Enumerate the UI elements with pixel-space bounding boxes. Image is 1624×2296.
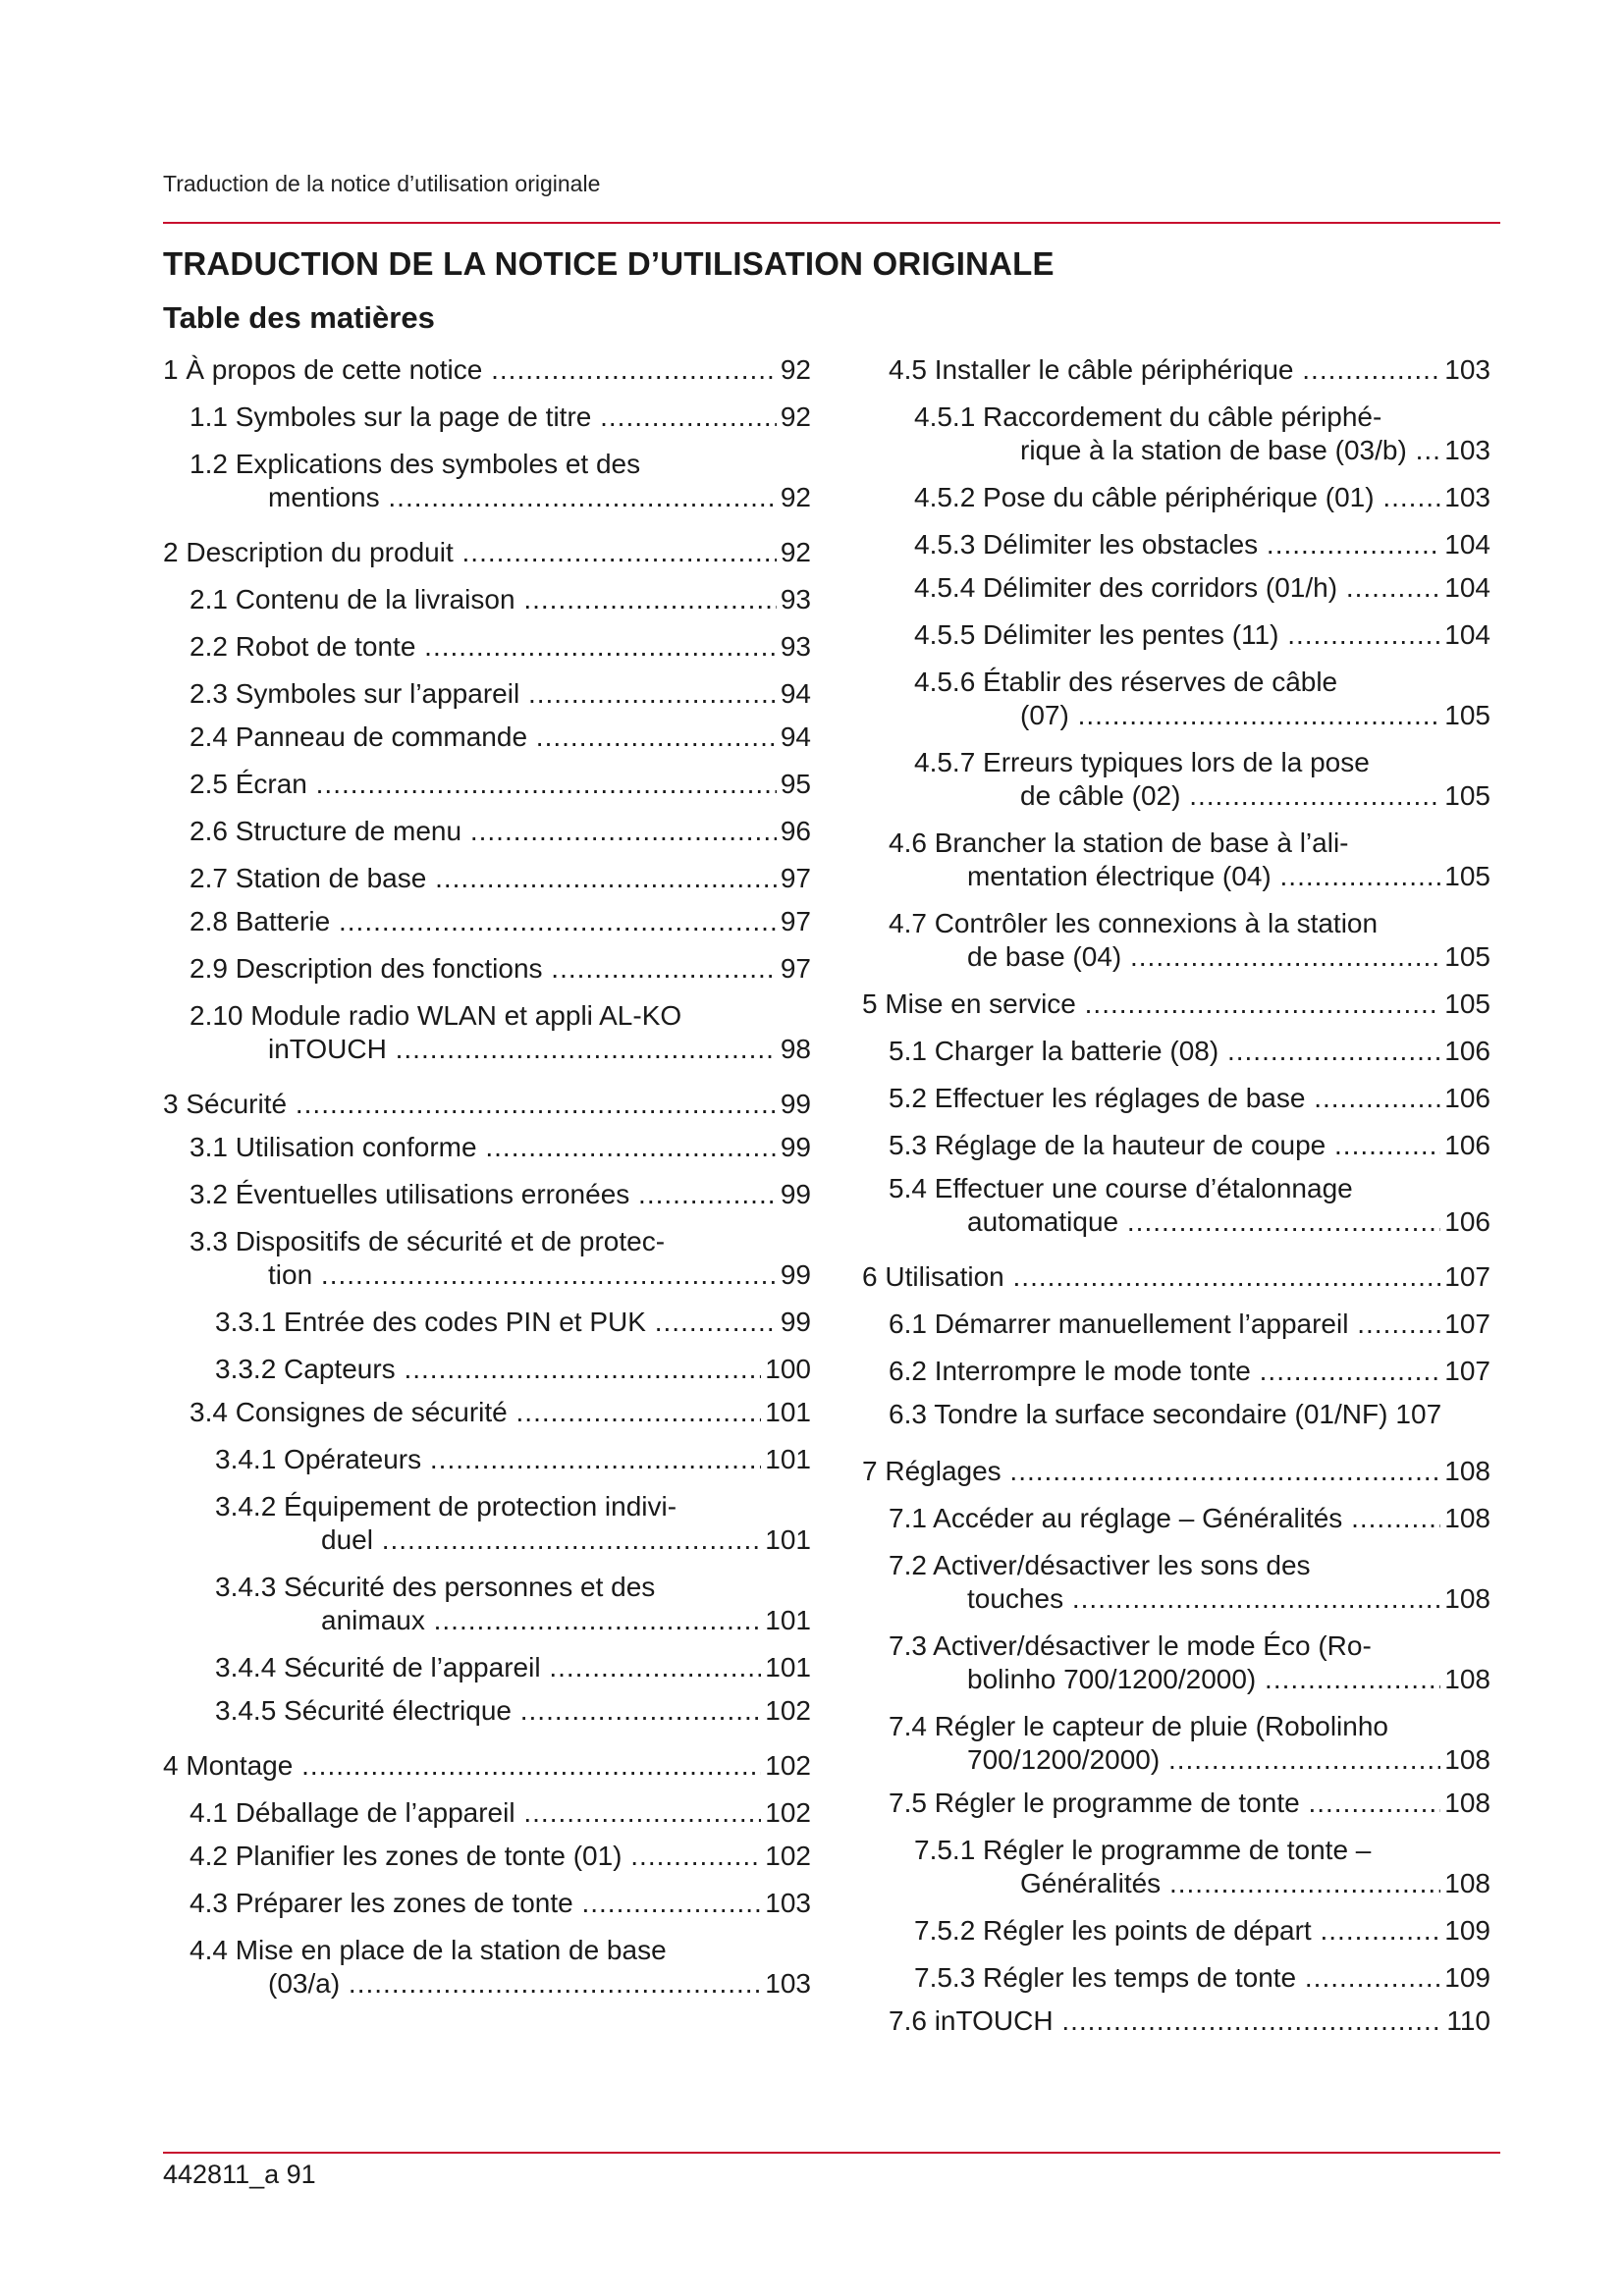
toc-page-number: 107 [1444,1308,1490,1339]
toc-page-number: 95 [780,769,811,799]
toc-entry-text: 4.5.3 Délimiter les obstacles [914,529,1259,560]
toc-entry-continuation: de câble (02) [1020,780,1181,811]
toc-page-number: 108 [1444,1456,1490,1486]
toc-page-number: 92 [780,482,811,512]
toc-page-number: 101 [765,1444,811,1474]
toc-page-number: 103 [1444,435,1490,465]
toc-entry[interactable] [862,1455,1490,1488]
toc-entry-text: 7.6 inTOUCH [889,2005,1054,2036]
toc-page-number: 105 [1444,861,1490,891]
toc-entry-text: 4.4 Mise en place de la station de base [189,1935,667,1965]
toc-page-number: 99 [780,1307,811,1337]
toc-entry[interactable] [163,677,811,711]
toc-entry-continuation: mentation électrique (04) [967,861,1272,891]
toc-page-number: 106 [1444,1206,1490,1237]
toc-entry[interactable] [163,1306,811,1339]
toc-entry-text: 3.4.5 Sécurité électrique [215,1695,512,1726]
toc-entry-text: 5.4 Effectuer une course d’étalonnage [889,1173,1353,1203]
toc-page-number: 102 [765,1695,811,1726]
toc-entry-text: 2.3 Symboles sur l’appareil [189,678,520,709]
toc-page-number: 106 [1444,1036,1490,1066]
toc-entry[interactable] [163,862,811,895]
toc-entry[interactable] [163,583,811,616]
toc-entry-text: 3.4 Consignes de sécurité [189,1397,508,1427]
toc-page-number: 105 [1444,780,1490,811]
toc-entry-text: 3.3 Dispositifs de sécurité et de protec- [189,1226,666,1256]
toc-entry-text: 7.5 Régler le programme de tonte [889,1788,1300,1818]
toc-page-number: 97 [780,906,811,936]
toc-page-number: 106 [1444,1130,1490,1160]
toc-page-number: 103 [1444,354,1490,385]
toc-entry-text: 7.4 Régler le capteur de pluie (Robolinho [889,1711,1388,1741]
toc-entry[interactable] [163,1934,811,2001]
toc-page-number: 94 [780,721,811,752]
toc-entry-text: 2.1 Contenu de la livraison [189,584,515,614]
toc-entry-text: 4.5.7 Erreurs typiques lors de la pose [914,747,1370,777]
toc-entry-text: 2.8 Batterie [189,906,331,936]
toc-page-number: 92 [780,537,811,567]
toc-page-number: 101 [765,1397,811,1427]
toc-entry-text: 2.4 Panneau de commande [189,721,528,752]
toc-page-number: 110 [1446,2005,1490,2036]
toc-entry-continuation: touches [967,1583,1064,1614]
toc-entry-text: 3.3.1 Entrée des codes PIN et PUK [215,1307,646,1337]
toc-page-number: 101 [765,1524,811,1555]
toc-entry[interactable] [163,1887,811,1920]
toc-page-number: 103 [1444,482,1490,512]
toc-entry[interactable] [862,571,1490,605]
toc-page-number: 98 [780,1034,811,1064]
toc-entry[interactable] [163,815,811,848]
toc-page-number: 93 [780,584,811,614]
toc-entry-text: 7.2 Activer/désactiver les sons des [889,1550,1311,1580]
toc-entry-text: 5.1 Charger la batterie (08) [889,1036,1219,1066]
toc-entry-text: 1.1 Symboles sur la page de titre [189,401,592,432]
toc-page-number: 100 [765,1354,811,1384]
toc-entry[interactable] [862,1914,1490,1948]
toc-page-number: 103 [765,1888,811,1918]
toc-entry[interactable] [163,1694,811,1728]
toc-entry[interactable] [163,1353,811,1386]
toc-page-number: 101 [765,1605,811,1635]
toc-entry-text: 2.5 Écran [189,769,307,799]
toc-entry-continuation: bolinho 700/1200/2000) [967,1664,1257,1694]
toc-page-number: 93 [780,631,811,662]
toc-entry-text: 7.3 Activer/désactiver le mode Éco (Ro- [889,1630,1372,1661]
toc-entry-text: 3.3.2 Capteurs [215,1354,396,1384]
toc-entry-text: 7.5.3 Régler les temps de tonte [914,1962,1297,1993]
toc-entry[interactable] [862,1710,1490,1777]
document-title: TRADUCTION DE LA NOTICE D’UTILISATION ORIGINALE [163,245,1055,282]
toc-entry-text: 4.6 Brancher la station de base à l’ali- [889,828,1349,858]
toc-entry-text: 7 Réglages [862,1456,1001,1486]
toc-right-column [862,353,1490,2038]
toc-entry[interactable] [163,400,811,434]
toc-page-number: 109 [1444,1915,1490,1946]
toc-page-number: 97 [780,953,811,984]
toc-entry[interactable] [163,721,811,754]
toc-page-number: 94 [780,678,811,709]
toc-entry-text: 2 Description du produit [163,537,454,567]
toc-entry[interactable] [862,666,1490,732]
toc-entry[interactable] [163,1443,811,1476]
toc-entry[interactable] [862,1035,1490,1068]
toc-entry[interactable] [862,1172,1490,1239]
toc-entry-continuation: (07) [1020,700,1069,730]
toc-page-number: 99 [780,1132,811,1162]
toc-page-number: 105 [1444,941,1490,972]
toc-entry-continuation: mentions [268,482,380,512]
toc-entry[interactable] [163,630,811,664]
toc-entry-continuation: inTOUCH [268,1034,387,1064]
toc-entry-text: 5.3 Réglage de la hauteur de coupe [889,1130,1326,1160]
toc-entry[interactable] [862,1787,1490,1820]
toc-page-number: 104 [1444,619,1490,650]
toc-entry-text: 3 Sécurité [163,1089,288,1119]
toc-entry[interactable] [163,1088,811,1121]
toc-page-number: 104 [1444,572,1490,603]
toc-page-number: 96 [780,816,811,846]
toc-entry-continuation: tion [268,1259,313,1290]
toc-entry-text: 1.2 Explications des symboles et des [189,449,641,479]
toc-entry[interactable] [862,1502,1490,1535]
toc-page-number: 99 [780,1089,811,1119]
toc-entry-text: 4.7 Contrôler les connexions à la station [889,908,1379,938]
toc-page-number: 102 [765,1841,811,1871]
toc-entry[interactable] [862,827,1490,893]
toc-entry-continuation: (03/a) [268,1968,341,1999]
toc-heading: Table des matières [163,300,435,335]
toc-page-number: 108 [1444,1664,1490,1694]
toc-page-number: 106 [1444,1083,1490,1113]
toc-entry[interactable] [163,768,811,801]
toc-entry[interactable] [862,528,1490,561]
toc-entry[interactable] [862,746,1490,813]
toc-entry[interactable] [862,1082,1490,1115]
toc-entry-text: 7.1 Accéder au réglage – Généralités [889,1503,1343,1533]
toc-page-number: 105 [1444,988,1490,1019]
page-footer: 442811_a 91 [163,2160,316,2189]
toc-entry-text: 6.2 Interrompre le mode tonte [889,1356,1251,1386]
toc-entry-continuation: animaux [321,1605,425,1635]
toc-entry-text: 4.2 Planifier les zones de tonte (01) [189,1841,623,1871]
toc-page-number: 99 [780,1179,811,1209]
toc-entry-text: 2.10 Module radio WLAN et appli AL-KO [189,1000,682,1031]
toc-entry-text: 6.1 Démarrer manuellement l’appareil [889,1308,1349,1339]
toc-entry-text: 3.1 Utilisation conforme [189,1132,477,1162]
toc-left-column [163,353,811,2001]
toc-entry[interactable] [163,353,811,387]
toc-entry-text: 3.4.4 Sécurité de l’appareil [215,1652,541,1682]
toc-page-number: 92 [780,354,811,385]
toc-entry-text: 1 À propos de cette notice [163,354,483,385]
toc-page-number: 108 [1444,1788,1490,1818]
toc-entry-text: 4.5.1 Raccordement du câble périphé- [914,401,1382,432]
toc-entry[interactable] [862,1629,1490,1696]
toc-entry-text: 3.4.3 Sécurité des personnes et des [215,1572,656,1602]
toc-entry[interactable] [163,1178,811,1211]
toc-page-number: 108 [1444,1868,1490,1898]
toc-entry[interactable] [163,536,811,569]
toc-entry[interactable] [862,1260,1490,1294]
toc-entry[interactable] [862,907,1490,974]
footer-rule [163,2152,1500,2154]
toc-entry-text: 7.5.2 Régler les points de départ [914,1915,1312,1946]
toc-entry[interactable] [862,400,1490,467]
toc-page-number: 108 [1444,1744,1490,1775]
toc-entry-continuation: automatique [967,1206,1119,1237]
toc-entry[interactable] [163,1749,811,1783]
toc-page-number: 104 [1444,529,1490,560]
toc-entry-text: 7.5.1 Régler le programme de tonte – [914,1835,1372,1865]
toc-entry-text: 6 Utilisation [862,1261,1004,1292]
toc-page-number: 102 [765,1750,811,1781]
toc-entry-text: 2.6 Structure de menu [189,816,462,846]
toc-entry-text: 3.4.1 Opérateurs [215,1444,422,1474]
toc-page-number: 107 [1444,1356,1490,1386]
toc-entry-text: 4.5 Installer le câble périphérique [889,354,1294,385]
toc-entry[interactable] [862,1834,1490,1900]
toc-entry-text: 4.5.4 Délimiter des corridors (01/h) [914,572,1338,603]
toc-page-number: 97 [780,863,811,893]
toc-page-number: 107 [1444,1261,1490,1292]
toc-entry-text: 6.3 Tondre la surface secondaire (01/NF) [889,1399,1388,1429]
toc-entry-continuation: de base (04) [967,941,1122,972]
toc-entry[interactable] [163,1571,811,1637]
toc-entry-text: 3.4.2 Équipement de protection indivi- [215,1491,677,1522]
header-rule [163,222,1500,224]
toc-entry-text: 5.2 Effectuer les réglages de base [889,1083,1306,1113]
toc-entry-continuation: rique à la station de base (03/b) [1020,435,1407,465]
toc-entry[interactable] [163,1490,811,1557]
toc-entry-text: 5 Mise en service [862,988,1076,1019]
toc-entry-text: 2.7 Station de base [189,863,427,893]
toc-entry[interactable] [163,1840,811,1873]
toc-entry-text: 4.1 Déballage de l’appareil [189,1797,515,1828]
toc-page-number: 105 [1444,700,1490,730]
toc-entry[interactable] [862,481,1490,514]
toc-entry[interactable] [163,1131,811,1164]
toc-entry-text: 2.9 Description des fonctions [189,953,543,984]
toc-entry-continuation: 700/1200/2000) [967,1744,1161,1775]
toc-entry-text: 4.5.6 Établir des réserves de câble [914,667,1338,697]
toc-entry[interactable] [163,905,811,938]
toc-entry[interactable] [862,2004,1490,2038]
toc-page-number: 99 [780,1259,811,1290]
toc-entry-text: 4.3 Préparer les zones de tonte [189,1888,573,1918]
toc-entry[interactable] [862,988,1490,1021]
toc-page-number: 108 [1444,1583,1490,1614]
toc-entry[interactable] [163,1396,811,1429]
toc-entry-text: 4 Montage [163,1750,294,1781]
toc-entry[interactable] [862,1355,1490,1388]
toc-entry-text: 3.2 Éventuelles utilisations erronées [189,1179,630,1209]
toc-entry[interactable] [862,1308,1490,1341]
toc-entry[interactable] [163,448,811,514]
toc-page-number: 101 [765,1652,811,1682]
toc-entry-text: 2.2 Robot de tonte [189,631,416,662]
toc-entry[interactable] [862,1549,1490,1616]
toc-entry-continuation: duel [321,1524,373,1555]
toc-entry[interactable] [163,1796,811,1830]
toc-entry[interactable] [862,1398,1490,1431]
toc-page-number: 103 [765,1968,811,1999]
toc-entry[interactable] [862,353,1490,387]
toc-entry[interactable] [862,618,1490,652]
toc-page-number: 109 [1444,1962,1490,1993]
toc-page-number: 102 [765,1797,811,1828]
toc-entry[interactable] [163,999,811,1066]
toc-entry[interactable] [862,1129,1490,1162]
toc-entry[interactable] [163,1651,811,1684]
toc-entry-continuation: Généralités [1020,1868,1162,1898]
toc-page-number: 92 [780,401,811,432]
toc-entry[interactable] [163,952,811,986]
toc-page-number: 108 [1444,1503,1490,1533]
toc-entry-text: 4.5.5 Délimiter les pentes (11) [914,619,1279,650]
toc-entry-text: 4.5.2 Pose du câble périphérique (01) [914,482,1375,512]
running-header: Traduction de la notice d’utilisation originale [163,171,601,196]
toc-page-number: 107 [1395,1399,1442,1429]
toc-entry[interactable] [862,1961,1490,1995]
toc-entry[interactable] [163,1225,811,1292]
